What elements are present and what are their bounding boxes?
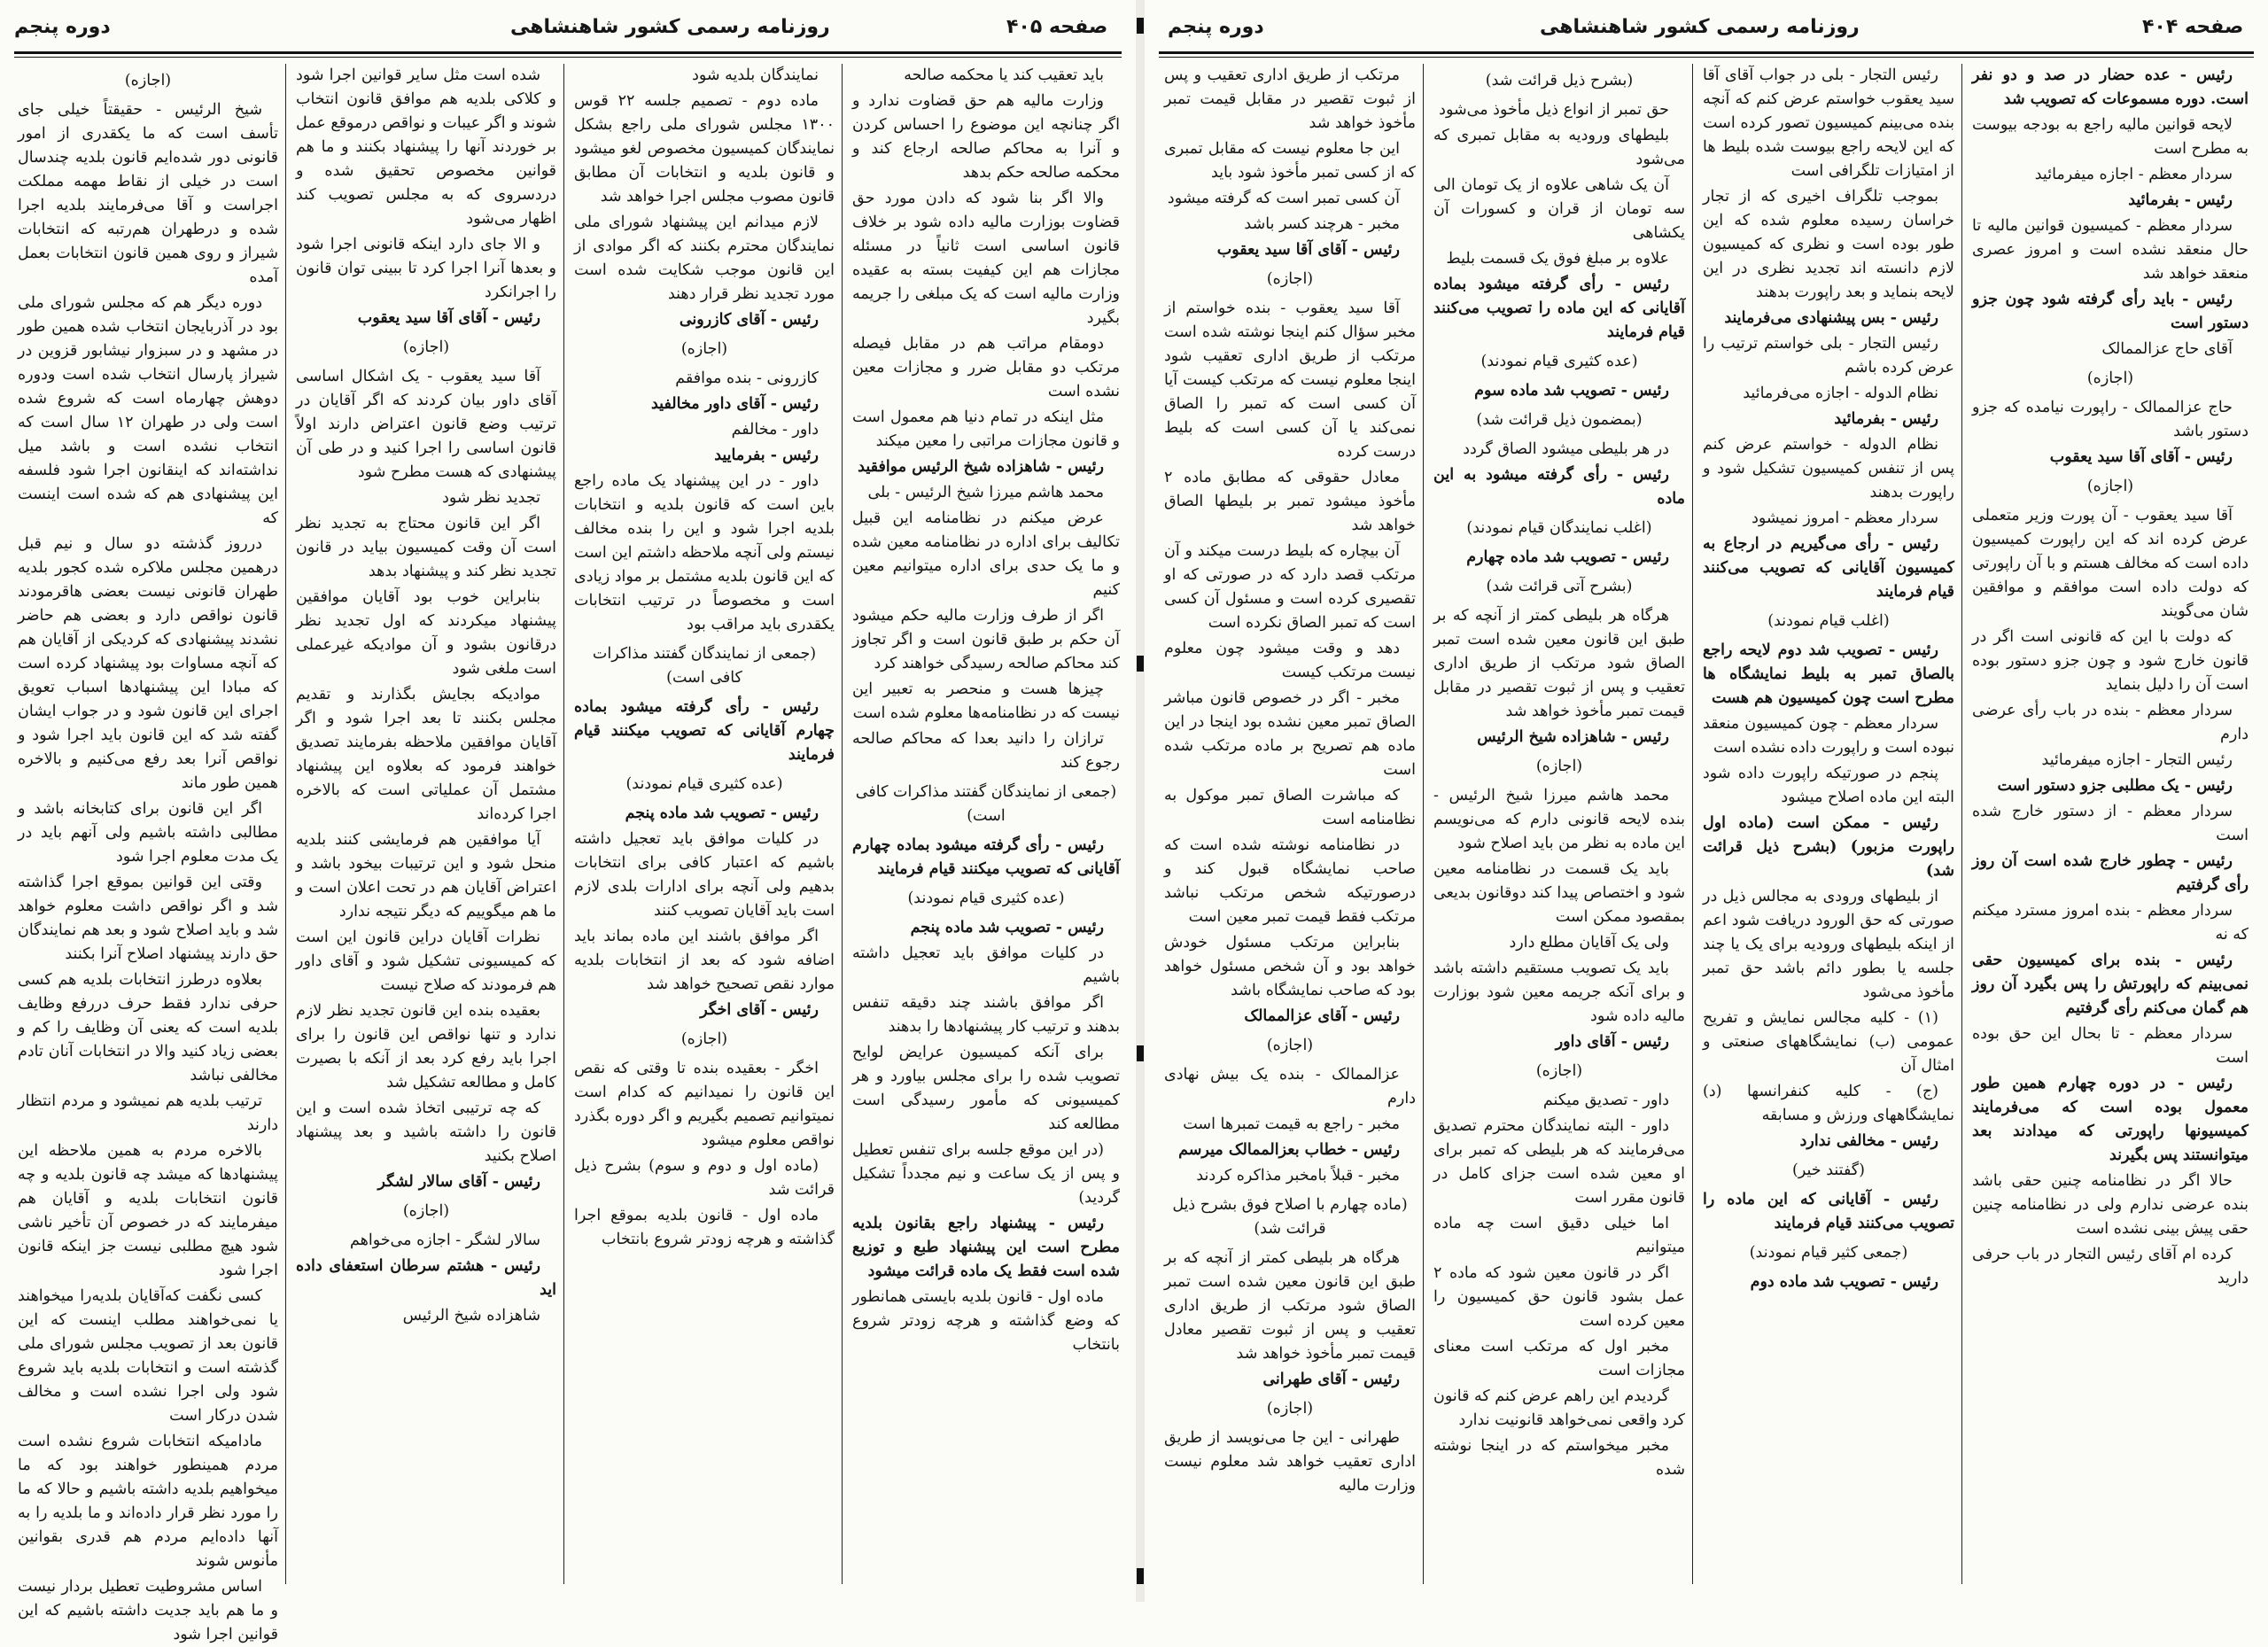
paragraph: بنابراین مرتکب مسئول خودش خواهد بود و آن شخص مسئول خواهد بود که صاحب نمایشگاه باشد <box>1164 934 1416 999</box>
paragraph: (عده کثیری قیام نمودند) <box>907 890 1065 907</box>
paragraph: اگر از طرف وزارت مالیه حکم میشود آن حکم بر طبق قانون است و اگر تجاوز کند محاکم صالحه رسیدگی خواهند کرد <box>852 607 1120 672</box>
paragraph: لازم میدانم این پیشنهاد شورای ملی نمایندگان محترم بکنند که اگر موادی از این قانون موجب شکایت شده است مورد تجدید نظر قرار دهند <box>574 214 835 303</box>
paragraph: رئیس التجار - بلی خواستم ترتیب را عرض کرده باشم <box>1703 335 1954 377</box>
paragraph: رئیس - رأی گرفته میشود بماده چهارم آقایانی که تصویب میکنند قیام فرمایند <box>574 698 835 764</box>
paragraph: بعقیده بنده این قانون تجدید نظر لازم ندارد و تنها نواقص این قانون را برای اجرا باید رفع کرد بعد از آنکه با بصیرت کامل و مطالعه تشکیل شد <box>296 1002 556 1092</box>
paragraph: رئیس - آقای داور مخالفید <box>650 395 819 413</box>
right-page-header <box>1159 7 2254 50</box>
paragraph: حالا اگر در نظامنامه چنین حقی باشد بنده عرضی ندارم ولی در نظامنامه چنین حقی پیش بینی نشده است <box>1972 1172 2249 1238</box>
paragraph: رئیس - رأی می‌گیریم در ارجاع به کمیسیون آقایانی که تصویب می‌کنند قیام فرمایند <box>1703 535 1954 601</box>
paragraph: سردار معظم - تا‌ بحال این حق بوده است <box>1972 1025 2249 1067</box>
left-header-rule-thin <box>14 57 1122 58</box>
paragraph: آقا سید یعقوب - یک اشکال اساسی آقای داور بیان کردند که اگر آقایان در ترتیب وضع قانون اعتراض دارند اولاً قانون اساسی را اجرا کنید و در طی آن پیشنهادی که هست مطرح شود <box>296 368 556 481</box>
paragraph: داور - البته نمایندگان محترم تصدیق می‌فرمایند که هر بلیطی که تمبر برای او معین شده است جزای کامل در قانون مقرر است <box>1433 1117 1685 1207</box>
left-column-divider-3 <box>842 64 843 1584</box>
paragraph: در کلیات موافق باید تعجیل داشته باشیم <box>852 944 1120 986</box>
paragraph: (اغلب نمایندگان قیام نمودند) <box>1466 519 1652 537</box>
paragraph: بلیطهای ورودیه به مقابل تمبری که می‌شود <box>1433 127 1685 168</box>
paragraph: رئیس - هشتم سرطان استعفای داده اید <box>296 1257 556 1299</box>
paragraph: (بشرح آتی قرائت شد) <box>1486 578 1633 595</box>
paragraph: رئیس - بس پیشنهادی می‌فرمایند <box>1724 309 1938 327</box>
paragraph: رئیس - آقای کازرونی <box>679 311 819 329</box>
left-page <box>0 0 1136 1643</box>
paragraph: بموجب تلگراف اخیری که از تجار خراسان رسیده معلوم شده که این طور بوده است و نظری که کمیسیون لازم دانسته اند تجدید نظری در این لایحه بنماید و بعد راپورت بدهند <box>1703 188 1954 301</box>
paragraph: (اغلب قیام نمودند) <box>1767 612 1890 630</box>
paragraph: رئیس - تصویب شد ماده پنجم <box>910 919 1104 936</box>
paragraph: داور - در این پیشنهاد یک ماده راجع باین است که قانون بلدیه و انتخابات بلدیه اجرا شود و این را بنده مخالف نیستم ولی آنچه ملاحظه داشتم این است که این قانون بلدیه مشتمل بر مواد زیادی است و مخصوصاً در ترتیب انتخابات یکقدری باید مراقب بود <box>574 472 835 633</box>
paragraph: اساس مشروطیت تعطیل بردار نیست و ما هم باید جدیت داشته باشیم که این قوانین اجرا شود <box>18 1578 278 1643</box>
paragraph: وقتی این قوانین بموقع اجرا گذاشته شد و اگر نواقص داشت معلوم خواهد شد و باید اصلاح شود و بعد هم نمایندگان حق دارند پیشنهاد اصلاح آنرا بکنند <box>18 874 278 963</box>
paragraph: نظام الدوله - خواستم عرض کنم پس از تنفس کمیسیون تشکیل شود و راپورت بدهند <box>1703 436 1954 501</box>
paragraph: سالار لشگر - اجازه می‌خواهم <box>349 1231 540 1249</box>
paragraph: رئیس - آقای عزالممالک <box>1244 1007 1400 1025</box>
paragraph: رئیس - آقای سالار لشگر <box>377 1173 540 1191</box>
paragraph: این جا معلوم نیست که مقابل تمبری که از کسی تمبر مأخوذ شود باید <box>1164 140 1416 182</box>
left-header-rule <box>14 51 1122 54</box>
left-journal-title: روزنامه رسمی کشور شاهنشاهی <box>510 16 830 38</box>
paragraph: مخبر میخواستم که در اینجا نوشته شده <box>1433 1437 1685 1479</box>
paragraph: کسی نگفت که‌آقایان بلدیه‌را میخواهند یا نمی‌خواهند مطلب اینست که این قانون بعد از تصویب مجلس شورای ملی گذشته است و انتخابات بلدیه باید شروع شود ولی اجرا نشده است و مخالف شدن درکار است <box>18 1287 278 1425</box>
paragraph: گردیدم این راهم عرض کنم که قانون کرد واقعی نمی‌خواهد قانونیت ندارد <box>1433 1387 1685 1429</box>
paragraph: (بشرح ذیل قرائت شد) <box>1485 72 1634 89</box>
paragraph: آیا موافقین هم فرمایشی کنند بلدیه منحل شود و این ترتیبات بیخود باشد و اعتراض آقایان هم در تحت اعلان است و ما هم میگوییم که دیگر نتیجه ندارد <box>296 831 556 921</box>
paragraph: (اجازه) <box>2086 369 2134 387</box>
paragraph: رئیس - رأی گرفته میشود بماده چهارم آقایانی که تصویب میکنند قیام فرمایند <box>852 836 1120 878</box>
paragraph: مرتکب از طریق اداری تعقیب و پس از ثبوت تقصیر در مقابل قیمت تمبر مأخوذ خواهد شد <box>1164 66 1416 132</box>
paragraph: معادل حقوقی که مطابق ماده ۲ مأخوذ میشود تمبر بر بلیطها الصاق خواهد شد <box>1164 469 1416 534</box>
right-column-divider-2 <box>1692 64 1693 1584</box>
right-session-label: دوره پنجم <box>1168 16 1264 38</box>
paragraph: نمایندگان بلدیه شود <box>692 66 819 84</box>
paragraph: (جمعی کثیر قیام نمودند) <box>1749 1244 1908 1262</box>
left-page-number: صفحه ۴۰۵ <box>1006 16 1108 38</box>
paragraph: اگر این قانون محتاج به تجدید نظر است آن وقت کمیسیون بیاید در قانون تجدید نظر کند و پیشنهاد بدهد <box>296 515 556 580</box>
paragraph: نظام الدوله - اجازه می‌فرمائید <box>1743 385 1938 402</box>
paragraph: (جمعی از نمایندگان گفتند مذاکرات کافی است) <box>592 645 817 687</box>
paragraph: (عده کثیری قیام نمودند) <box>625 775 783 793</box>
paragraph: اما خیلی دقیق است چه ماده میتوانیم <box>1433 1215 1685 1256</box>
paragraph: رئیس - شاهزاده شیخ الرئیس موافقید <box>858 458 1104 476</box>
paragraph: که چه ترتیبی اتخاذ شده است و این قانون را داشته باشید و بعد پیشنهاد اصلاح بکنید <box>296 1099 556 1165</box>
paragraph: (جمعی از نمایندگان گفتند مذاکرات کافی است) <box>855 783 1117 825</box>
paragraph: سردار معظم - چون کمیسیون منعقد نبوده است و راپورت داده نشده است <box>1703 715 1954 757</box>
paragraph: رئیس - تصویب شد ماده دوم <box>1750 1273 1938 1291</box>
paragraph: هرگاه هر بلیطی کمتر از آنچه که بر طبق این قانون معین شده است تمبر الصاق شود مرتکب از طریق اداری تعقیب و پس از ثبوت تقصیر در مقابل قیمت تمبر مأخوذ خواهد شد <box>1433 607 1685 720</box>
paragraph: محمد هاشم میرزا شیخ الرئیس - بلی <box>867 484 1104 501</box>
paragraph: سردار معظم - بنده در باب رأی عرضی دارم <box>1972 702 2249 743</box>
left-column-4 <box>845 64 1127 1584</box>
paragraph: رئیس - آقای اخگر <box>700 1001 819 1019</box>
paragraph: علاوه بر مبلغ فوق یک قسمت بلیط <box>1446 250 1669 268</box>
paragraph: رئیس - شاهزاده شیخ الرئیس <box>1477 728 1669 746</box>
paragraph: پنجم در صورتیکه راپورت داده شود البته این ماده اصلاح میشود <box>1703 765 1954 806</box>
paragraph: (ماده چهارم با اصلاح فوق بشرح ذیل قرائت شد) <box>1172 1196 1408 1238</box>
paragraph: تجدید نظر شود <box>442 489 540 507</box>
paragraph: شاهزاده شیخ الرئیس <box>402 1307 540 1325</box>
binding-mark <box>1137 1568 1144 1584</box>
paragraph: کرده ام آقای رئیس التجار در باب حرفی دارید <box>1972 1246 2249 1287</box>
paragraph: رئیس - عده حضار در صد و دو نفر است. دوره مسموعات که تصویب شد <box>1972 66 2249 108</box>
paragraph: رئیس - آقای آقا سید یعقوب <box>1216 241 1400 259</box>
paragraph: (اجازه) <box>402 1202 450 1220</box>
paragraph: در کلیات موافق باید تعجیل داشته باشیم که اعتبار کافی برای انتخابات بدهیم ولی آنچه برای ادارات بلدی لازم است باید آقایان تصویب کنند <box>574 830 835 920</box>
paragraph: سردار معظم - امروز نمیشود <box>1751 509 1938 527</box>
paragraph: (ج) - کلیه کنفرانسها (د) نمایشگاههای ورزش و مسابقه <box>1703 1083 1954 1124</box>
paragraph: بعلاوه درطرز انتخابات بلدیه هم کسی حرفی ندارد فقط حرف دررفع وظایف بلدیه است که یعنی آن وظایف را کم و بعضی زیاد کنید والا در انتخابات آنان تا‌دم مخالفی نباشد <box>18 971 278 1084</box>
paragraph: بنابراین خوب بود آقایان موافقین پیشنهاد میکردند که اول تجدید نظر درقانون بشود و آن موادیکه غیرعملی است ملغی شود <box>296 588 556 678</box>
paragraph: آقا سید یعقوب - بنده خواستم از مخبر سؤال کنم اینجا نوشته شده است مرتکب از طریق اداری تعقیب شود اینجا معلوم نیست که مرتکب کیست آیا آن کسی است که تمبر را الصاق نمی‌کند یا آن کسی است که بلیط درست کرده <box>1164 299 1416 461</box>
paragraph: ماده اول - قانون بلدیه بایستی همانطور که وضع گذاشته و هرچه زودتر شروع بانتخاب <box>852 1288 1120 1354</box>
paragraph: باید یک تصویب مستقیم داشته باشد و برای آنکه جریمه معین شود بوزارت مالیه داده شود <box>1433 959 1685 1025</box>
right-column-1 <box>1157 64 1423 1584</box>
paragraph: (اجازه) <box>2086 478 2134 495</box>
paragraph: نظرات آقایان دراین قانون این است که کمیسیونی تشکیل شود و آقای داور هم فرمودند که صلاح نیست <box>296 928 556 994</box>
paragraph: موادیکه بجایش بگذارند و تقدیم مجلس بکنند تا بعد اجرا شود و اگر آقایان موافقین ملاحظه بفرمایند تصدیق خواهند فرمود که بعلاوه این پیشنهاد مشتمل آن عملیاتی است که بالاخره اجرا کرده‌اند <box>296 686 556 823</box>
paragraph: رئیس - رأی گرفته میشود بماده آقایانی که این ماده را تصویب می‌کنند قیام فرمایند <box>1433 276 1685 341</box>
paragraph: (اجازه) <box>1266 1037 1314 1054</box>
paragraph: (اجازه) <box>402 338 450 356</box>
right-page <box>1145 0 2268 1602</box>
paragraph: آقای حاج عزالممالک <box>2101 340 2233 358</box>
left-column-divider-1 <box>285 64 286 1584</box>
paragraph: ترتیب بلدیه هم نمیشود و مردم انتظار دارند <box>18 1092 278 1134</box>
paragraph: مثل اینکه در تمام دنیا هم معمول است و قانون مجازات مراتبی را معین میکند <box>852 408 1120 450</box>
paragraph: ولی یک آقایان مطلع دارد <box>1509 934 1669 952</box>
paragraph: ماده دوم - تصمیم جلسه ۲۲ قوس ۱۳۰۰ مجلس شورای ملی راجع بشکل نمایندگان کمیسیون مخصوص لغو میشود و قانون بلدیه و انتخابات آن مطابق قانون مصوب مجلس اجرا خواهد شد <box>574 92 835 206</box>
paragraph: بالاخره مردم به همین ملاحظه این پیشنهادها که میشد چه قانون بلدیه و چه قانون انتخابات بلدیه و آقایان هم میفرمایند که در خصوص آن تأخیر ناشی شود هیچ مطلبی نیست جز اینکه قانون اجرا شود <box>18 1142 278 1279</box>
paragraph: ترازان را دانید بعدا که محاکم صالحه رجوع کند <box>852 730 1120 772</box>
left-column-2 <box>289 64 563 1584</box>
paragraph: آن بیچاره که بلیط درست میکند و آن مرتکب قصد دارد که در صورتی که او تقصیری کرده است و مسئول آن کسی است که تمبر الصاق نکرده است <box>1164 542 1416 632</box>
right-column-divider-1 <box>1423 64 1424 1584</box>
paragraph: مخبر اول که مرتکب است معنای مجازات است <box>1433 1338 1685 1379</box>
paragraph: سردار معظم - کمیسیون قوانین مالیه تا حال منعقد نشده است و امروز عصری منعقد خواهد شد <box>1972 217 2249 283</box>
paragraph: رئیس - تصویب شد ماده پنجم <box>625 804 819 822</box>
right-journal-title: روزنامه رسمی کشور شاهنشاهی <box>1540 16 1860 38</box>
binding-gutter <box>1136 0 1145 1602</box>
paragraph: مخبر - راجع به قیمت تمبرها است <box>1183 1115 1400 1133</box>
paragraph: (ماده اول و دوم و سوم) بشرح ذیل قرائت شد <box>574 1157 835 1199</box>
paragraph: حق تمبر از انواع ذیل مأخوذ می‌شود <box>1439 101 1669 119</box>
paragraph: رئیس - خطاب بعزالممالک میرسم <box>1178 1141 1400 1159</box>
paragraph: اگر در قانون معین شود که ماده ۲ عمل بشود قانون حق کمیسیون را معین کرده است <box>1433 1264 1685 1330</box>
paragraph: باید تعقیب کند یا محکمه صالحه <box>904 66 1104 84</box>
paragraph: رئیس - چطور خارج شده است آن روز رأی گرفتیم <box>1972 852 2249 894</box>
paragraph: رئیس - بفرمائید <box>2128 191 2233 209</box>
right-header-rule <box>1159 51 2254 54</box>
paragraph: دهد و وقت میشود چون معلوم نیست مرتکب کیست <box>1164 640 1416 681</box>
paragraph: رئیس - رأی گرفته میشود به این ماده <box>1433 466 1685 508</box>
paragraph: عرض میکنم در نظامنامه این قبیل تکالیف برای اداره در نظامنامه معین شده و ما یک حدی برای اداره میتوانیم معین کنیم <box>852 509 1120 599</box>
paragraph: رئیس - یک مطلبی جزو دستور است <box>1997 777 2233 795</box>
binding-mark <box>1137 656 1144 672</box>
paragraph: ماده اول - قانون بلدیه بموقع اجرا گذاشته و هرچه زودتر شروع بانتخاب <box>574 1207 835 1248</box>
binding-mark <box>1137 18 1144 34</box>
paragraph: برای آنکه کمیسیون عرایض لوایح تصویب شده را برای مجلس بیاورد و هر کمیسیونی که مأمور رسیدگی است مطالعه کند <box>852 1044 1120 1133</box>
paragraph: آن کسی تمبر است که گرفته میشود <box>1167 190 1400 207</box>
paragraph: از بلیطهای ورودی به مجالس ذیل در صورتی که حق الورود دریافت شود اعم از اینکه بلیطهای ورودیه برای یک یا چند جلسه یا بطور دائم باشد حق تمبر مأخوذ می‌شود <box>1703 888 1954 1001</box>
paragraph: داور - تصدیق میکنم <box>1542 1092 1669 1109</box>
left-column-divider-2 <box>563 64 564 1584</box>
paragraph: سردار معظم - اجازه میفرمائید <box>2034 166 2233 183</box>
paragraph: رئیس - تصویب شد ماده چهارم <box>1466 548 1669 566</box>
paragraph: رئیس - تصویب شد دوم لایحه راجع بالصاق تمبر به بلیط نمایشگاه ها مطرح است چون کمیسیون هم هست <box>1703 641 1954 707</box>
paragraph: سردار معظم - بنده امروز مسترد میکنم که نه <box>1972 902 2249 944</box>
left-session-label: دوره پنجم <box>14 16 111 38</box>
paragraph: اگر این قانون برای کتابخانه باشد و مطالبی داشته باشیم ولی آنهم باید در یک مدت معلوم اجرا شود <box>18 800 278 866</box>
paragraph: والا اگر بنا شود که دادن مورد حق قضاوت بوزارت مالیه داده شود بر خلاف قانون اساسی است ثانیاً در مسئله مجازات هم این کیفیت بسته به عقیده وزارت مالیه است که یک مبلغی را جریمه بگیرد <box>852 190 1120 327</box>
paragraph: مخبر - هرچند کسر باشد <box>1244 215 1400 233</box>
paragraph: (اجازه) <box>1535 757 1583 775</box>
paragraph: محمد هاشم میرزا شیخ الرئیس - بنده لایحه قانونی دارم که می‌نویسم این ماده به نظر من باید اصلاح شود <box>1433 787 1685 852</box>
paragraph: رئیس - آقای داور <box>1555 1033 1669 1051</box>
paragraph: رئیس - بفرمایید <box>714 447 819 464</box>
paragraph: رئیس - ممکن است (ماده اول راپورت مزبور) (بشرح ذیل قرائت شد) <box>1703 814 1954 880</box>
right-column-2 <box>1426 64 1692 1584</box>
paragraph: مادامیکه انتخابات شروع نشده است مردم همینطور خواهند بود که ما میخواهیم بلدیه داشته باشیم و حالا که ما را مورد نظر قرار داده‌اند و ما بلدیه را به آنها داده‌ایم مردم هم قدری بقوانین مأنوس شوند <box>18 1433 278 1570</box>
right-column-4 <box>1965 64 2256 1584</box>
paragraph: شده است مثل سایر قوانین اجرا شود و کلاکی بلدیه هم موافق قانون انتخاب شوند و اگر عیبات و نواقص درموقع عمل بر خوردند آنها را پیشنهاد بکنند و ما هم قوانین مخصوص تحقیق شده و درد‌سروی که به مجلس تصویب کند اظهار می‌شود <box>296 66 556 228</box>
paragraph: و الا جای دارد اینکه قانونی اجرا شود و بعدها آنرا اجرا کرد تا ببینی توان قانون را اجرانکرد <box>296 236 556 301</box>
paragraph: رئیس - در دوره چهارم همین طور معمول بوده است که می‌فرمایند کمیسیونها راپورتی که میدادند بعد میتوانستند پس بگیرند <box>1972 1075 2249 1164</box>
paragraph: که مباشرت الصاق تمبر موکول به نظامنامه است <box>1164 787 1416 828</box>
paragraph: آقا سید یعقوب - آن پورت وزیر متعملی عرض کرده اند که این راپورت کمیسیون داده است که مخالف هستم و با آن راپورتی که دولت داده است موافقم و موافقین شان می‌گویند <box>1972 507 2249 620</box>
left-column-1 <box>11 64 285 1643</box>
left-page-header <box>14 7 1122 50</box>
paragraph: رئیس - پیشنهاد راجع بقانون بلدیه مطرح است این پیشنهاد طبع و توزیع شده است فقط یک ماده قرائت میشود <box>852 1215 1120 1280</box>
paragraph: در نظامنامه نوشته شده است که صاحب نمایشگاه قبول کند و درصورتیکه شخص مرتکب نباشد مرتکب فقط قیمت تمبر معین است <box>1164 836 1416 926</box>
paragraph: آن یک شاهی علاوه از یک تومان الی سه تومان از قران و کسورات آن یکشاهی <box>1433 176 1685 242</box>
paragraph: رئیس التجار - اجازه میفرمائید <box>2041 751 2233 769</box>
paragraph: (بمضمون ذیل قرائت شد) <box>1476 411 1643 429</box>
paragraph: کازرونی - بنده موافقم <box>675 369 819 387</box>
paragraph: اخگر - بعقیده بنده تا وقتی که نقص این قانون را نمیدانیم که کدام است نمیتوانیم تصمیم بگیریم و اگر دوره بگذرد نواقص معلوم میشود <box>574 1060 835 1149</box>
paragraph: طهرانی - این جا می‌نویسد از طریق اداری تعقیب خواهد شد معلوم نیست وزارت مالیه <box>1164 1429 1416 1495</box>
paragraph: حاج عزالممالک - راپورت نیامده که جزو دستور باشد <box>1972 399 2249 440</box>
right-header-rule-thin <box>1159 57 2254 58</box>
paragraph: (در این موقع جلسه برای تنفس تعطیل و پس از یک ساعت و نیم مجدداً تشکیل گردید) <box>852 1141 1120 1207</box>
paragraph: باید یک قسمت در نظامنامه معین شود و اختصاص پیدا کند دوقانون بدیعی بمقصود ممکن است <box>1433 860 1685 926</box>
paragraph: شیخ الرئیس - حقیقتاً خیلی جای تأسف است که ما یکقدری از امور قانونی دور شده‌ایم قانون بلدیه چندسال است در خیلی از نقاط مهمه مملکت اجراست و آقا می‌فرمایند بلدیه اجرا شده و درطهران هم‌رتبه که انتخابات شیراز و روی همین قانون انتخابات بعمل آمده <box>18 101 278 286</box>
paragraph: رئیس - تصویب شد ماده سوم <box>1474 382 1669 400</box>
paragraph: که دولت با این که قانونی است اگر در قانون خارج شود و چون جزو دستور بوده است آن را دلیل بنماید <box>1972 628 2249 694</box>
right-page-number: صفحه ۴۰۴ <box>2142 16 2244 38</box>
paragraph: اگر موافق باشند این ماده بماند باید اضافه شود که بعد از انتخابات بلدیه موارد نقص تصحیح خواهد شد <box>574 928 835 993</box>
paragraph: رئیس التجار - بلی در جواب آقای آقا سید یعقوب خواستم عرض کنم که آنچه بنده می‌بینم کمیسیون تصور کرده است که این لایحه راجع بیوست شده بلیط ها از امتیازات تلگرافی است <box>1703 66 1954 180</box>
paragraph: هرگاه هر بلیطی کمتر از آنچه که بر طبق این قانون معین شده است تمبر الصاق شود مرتکب از طریق اداری تعقیب و پس از ثبوت تقصیر معادل قیمت تمبر مأخوذ خواهد شد <box>1164 1249 1416 1363</box>
paragraph: (اجازه) <box>680 1030 728 1048</box>
right-column-3 <box>1696 64 1961 1584</box>
left-column-3 <box>567 64 842 1584</box>
paragraph: رئیس - آقای آقا سید یعقوب <box>2049 448 2233 466</box>
paragraph: رئیس - مخالفی ندارد <box>1799 1132 1938 1150</box>
paragraph: (گفتند خیر) <box>1792 1161 1865 1179</box>
paragraph: رئیس - بفرمائید <box>1834 410 1938 428</box>
paragraph: وزارت مالیه هم حق قضاوت ندارد و اگر چنانچه این موضوع را احساس کردن و آنرا به محاکم صالحه ارجاع کند و محکمه صالحه حکم بدهد <box>852 92 1120 182</box>
paragraph: عزالممالک - بنده یک بیش نهادی دارم <box>1164 1066 1416 1107</box>
paragraph: رئیس - آقایانی که این ماده را تصویب می‌کنند قیام فرمایند <box>1703 1191 1954 1232</box>
paragraph: (اجازه) <box>680 340 728 358</box>
paragraph: (اجازه) <box>1535 1062 1583 1080</box>
paragraph: رئیس - آقای آقا سید یعقوب <box>357 309 540 327</box>
binding-mark <box>1137 1045 1144 1061</box>
paragraph: دوره دیگر هم که مجلس شورای ملی بود در آذربایجان انتخاب شده همین طور در مشهد و در سبزوار نیشابور قزوین در شیراز پارسال انتخاب شده است ودوره دوهش چهارماه است که شروع شده است ولی در طهران ۱۲ سال است که انتخاب نشده است و باشد میل نداشته‌اند که اینقانون اجرا شود فلسفه این پیشنهادی هم که شده است اینست که <box>18 294 278 527</box>
paragraph: (اجازه) <box>1266 270 1314 288</box>
paragraph: لایحه قوانین مالیه راجع به بودجه بیوست به مطرح است <box>1972 116 2249 158</box>
right-column-divider-3 <box>1961 64 1962 1584</box>
paragraph: (عده کثیری قیام نمودند) <box>1480 353 1638 370</box>
paragraph: (اجازه) <box>1266 1400 1314 1418</box>
paragraph: داور - مخالفم <box>731 421 819 439</box>
paragraph: (اجازه) <box>124 72 172 89</box>
paragraph: رئیس - بنده برای کمیسیون حقی نمی‌بینم که راپورتش را پس بگیرد آن روز هم گمان می‌کنم رأی گرفتیم <box>1972 952 2249 1017</box>
paragraph: مخبر - اگر در خصوص قانون مباشر الصاق تمبر معین نشده بود اینجا در این ماده هم تصریح بر ماده مرتکب شده است <box>1164 689 1416 779</box>
paragraph: چیزها هست و منحصر به تعبیر این نیست که در نظامنامه‌ها معلوم شده است <box>852 680 1120 722</box>
paragraph: درروز گذشته دو سال و نیم قبل درهمین مجلس ملاکره شده کجور بلدیه طهران قانونی نیست بعضی هاقرمودند قانون نواقص دارد و بعضی هم حاضر نشدند پیشنهادی که کردیکی از آقایان هم که آنچه مساوات بود پیشنهاد کرده است که مبادا این پیشنهادها اسباب تعویق اجرای این قانون شود و در جواب ایشان گفته شد که این قانون باید اجرا شود و نواقص آنرا بعد رفع می‌کنیم و بالاخره همین طور ماند <box>18 535 278 792</box>
paragraph: اگر موافق باشند چند دقیقه تنفس بدهند و ترتیب کار پیشنهادها را بدهند <box>852 994 1120 1036</box>
paragraph: (۱) - کلیه مجالس نمایش و تفریح عمومی (ب) نمایشگاههای صنعتی و امثال آن <box>1703 1009 1954 1075</box>
paragraph: رئیس - باید رأی گرفته شود چون جزو دستور است <box>1972 291 2249 332</box>
paragraph: دومقام مراتب هم در مقابل فیصله مرتکب دو مقابل ضرر و مجازات معین نشده است <box>852 335 1120 400</box>
paragraph: رئیس - آقای طهرانی <box>1262 1371 1400 1388</box>
paragraph: سردار معظم - از دستور خارج شده است <box>1972 803 2249 844</box>
paragraph: مخبر - قبلاً بامخبر مذاکره کردند <box>1196 1167 1400 1185</box>
paragraph: در هر بلیطی میشود الصاق گردد <box>1463 440 1669 458</box>
